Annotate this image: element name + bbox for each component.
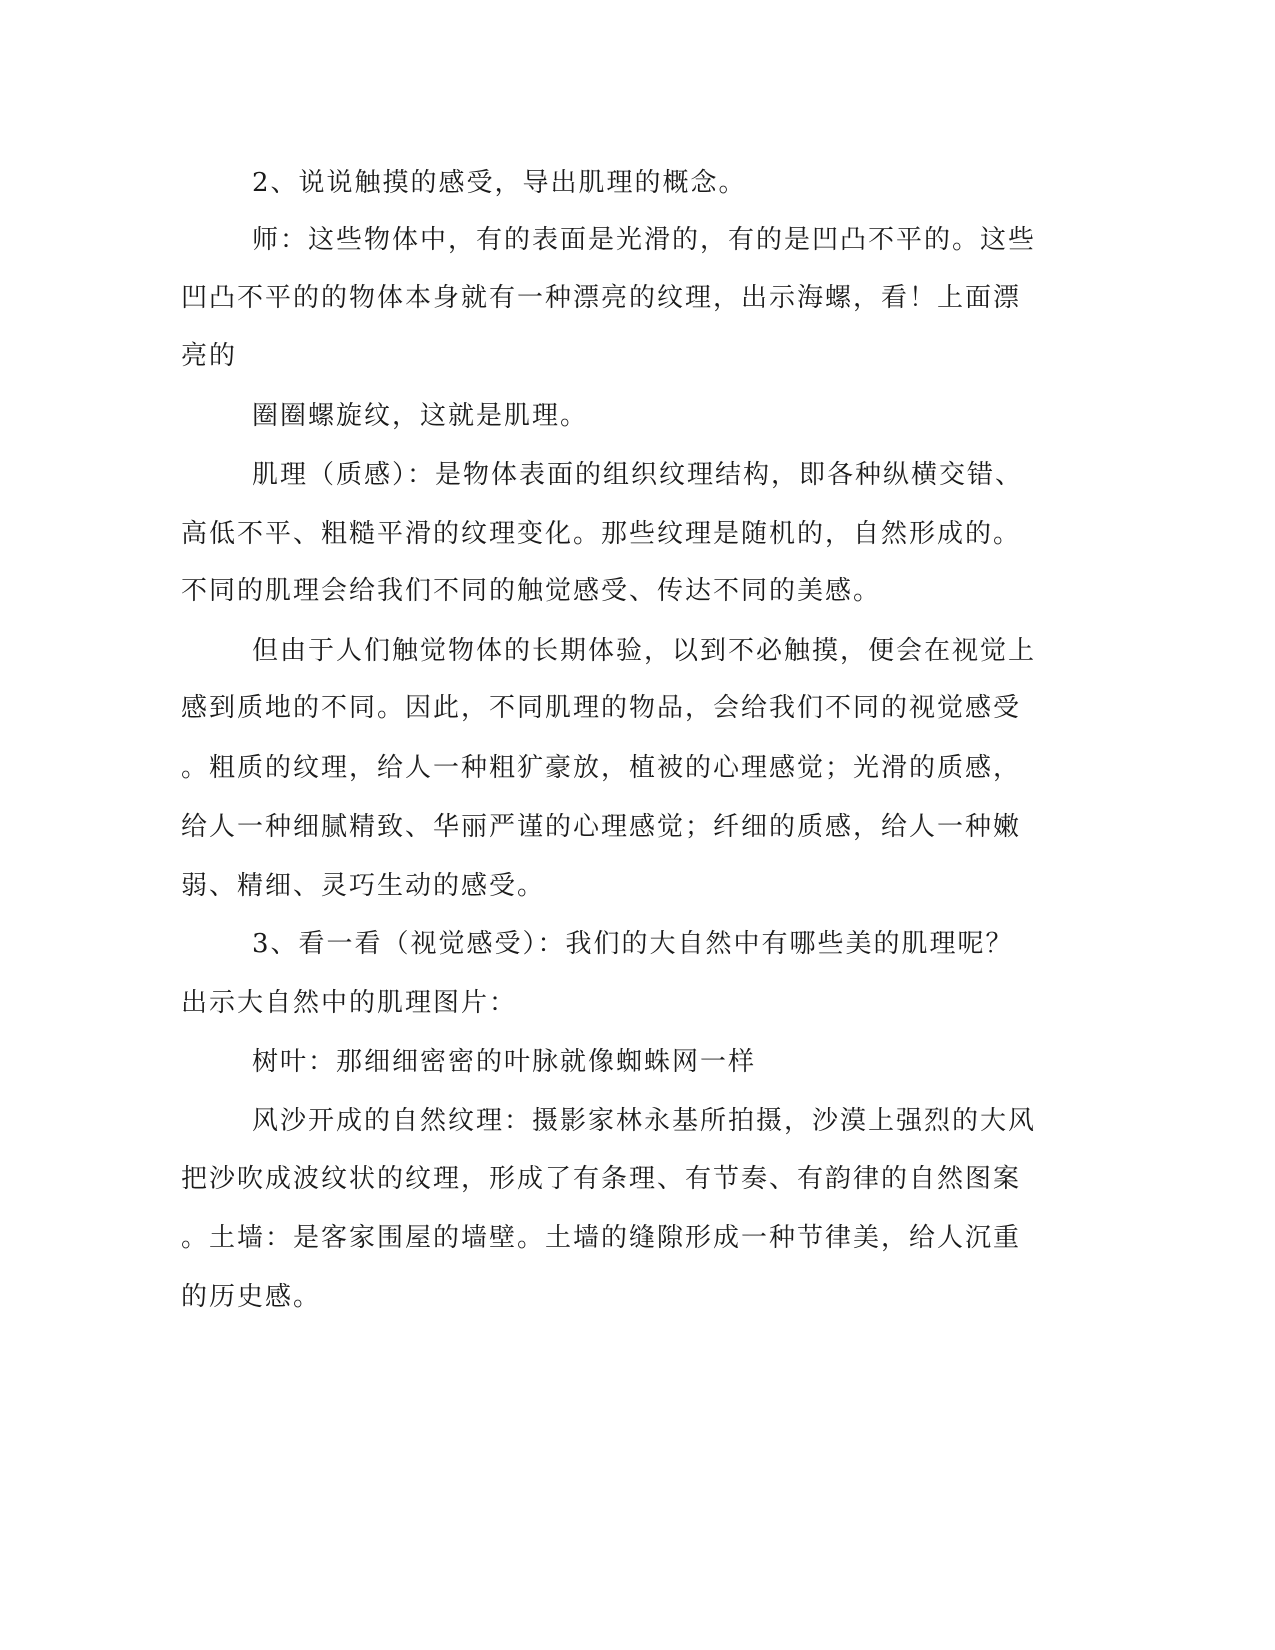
text-line: 肌理（质感）：是物体表面的组织纹理结构，即各种纵横交错、 <box>252 460 1024 490</box>
text-line: 把沙吹成波纹状的纹理，形成了有条理、有节奏、有韵律的自然图案 <box>181 1164 1022 1194</box>
text-line: 感到质地的不同。因此，不同肌理的物品，会给我们不同的视觉感受 <box>181 693 1022 723</box>
text-line: 圈圈螺旋纹，这就是肌理。 <box>252 401 589 431</box>
text-line: 2、说说触摸的感受，导出肌理的概念。 <box>252 168 747 198</box>
text-line: 高低不平、粗糙平滑的纹理变化。那些纹理是随机的，自然形成的。 <box>181 519 1022 549</box>
text-line: 弱、精细、灵巧生动的感受。 <box>181 871 546 901</box>
text-line: 不同的肌理会给我们不同的触觉感受、传达不同的美感。 <box>181 576 882 606</box>
text-line: 的历史感。 <box>181 1282 322 1312</box>
text-line: 亮的 <box>181 341 238 371</box>
text-line: 出示大自然中的肌理图片： <box>181 988 518 1018</box>
text-line: 树叶：那细细密密的叶脉就像蜘蛛网一样 <box>252 1047 757 1077</box>
text-line: 凹凸不平的的物体本身就有一种漂亮的纹理，出示海螺，看！上面漂 <box>181 283 1022 313</box>
text-line: 给人一种细腻精致、华丽严谨的心理感觉；纤细的质感，给人一种嫩 <box>181 812 1022 842</box>
text-line: 。土墙：是客家围屋的墙壁。土墙的缝隙形成一种节律美，给人沉重 <box>181 1223 1022 1253</box>
text-line: 但由于人们触觉物体的长期体验，以到不必触摸，便会在视觉上 <box>252 636 1037 666</box>
text-line: 。粗质的纹理，给人一种粗犷豪放，植被的心理感觉；光滑的质感， <box>181 753 1022 783</box>
text-line: 风沙开成的自然纹理：摄影家林永基所拍摄，沙漠上强烈的大风 <box>252 1106 1037 1136</box>
text-line: 师：这些物体中，有的表面是光滑的，有的是凹凸不平的。这些 <box>252 225 1037 255</box>
text-line: 3、看一看（视觉感受）：我们的大自然中有哪些美的肌理呢？ <box>252 929 1014 959</box>
